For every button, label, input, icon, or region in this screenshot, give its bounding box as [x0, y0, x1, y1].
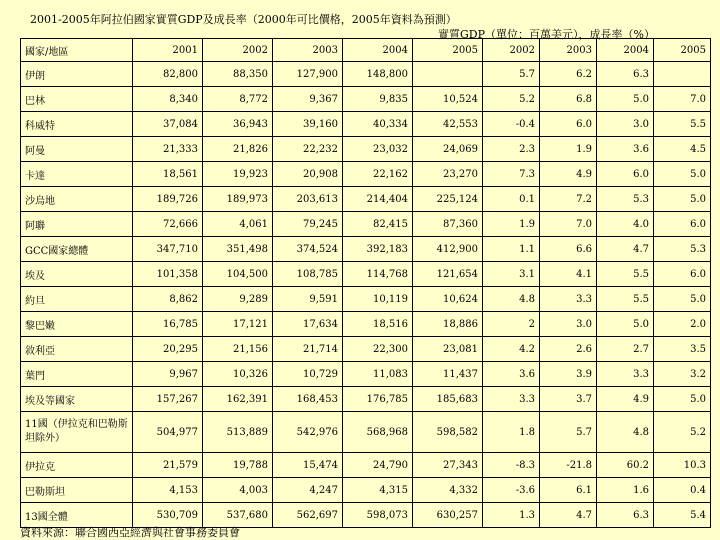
value-cell: 3.3: [540, 287, 597, 312]
table-row: [21, 412, 711, 453]
value-cell: 162,391: [203, 387, 273, 412]
value-cell: 1.8: [483, 412, 540, 453]
value-cell: 9,835: [343, 87, 413, 112]
value-cell: 225,124: [413, 187, 483, 212]
value-cell: 5.4: [654, 503, 711, 528]
value-cell: 22,232: [273, 137, 343, 162]
header-cell: 2001: [133, 39, 203, 62]
country-name-cell: 埃及: [21, 262, 133, 287]
value-cell: 4,153: [133, 478, 203, 503]
table-row: [21, 262, 711, 287]
country-name-cell: 巴林: [21, 87, 133, 112]
country-name-cell: 葉門: [21, 362, 133, 387]
value-cell: 4.5: [654, 137, 711, 162]
value-cell: 20,295: [133, 337, 203, 362]
value-cell: 37,084: [133, 112, 203, 137]
table-row: [21, 212, 711, 237]
value-cell: 5.2: [654, 412, 711, 453]
value-cell: 189,726: [133, 187, 203, 212]
value-cell: 6.0: [654, 212, 711, 237]
value-cell: 1.9: [483, 212, 540, 237]
value-cell: 347,710: [133, 237, 203, 262]
value-cell: 157,267: [133, 387, 203, 412]
country-name-cell: GCC國家總體: [21, 237, 133, 262]
value-cell: 412,900: [413, 237, 483, 262]
table-row: [21, 112, 711, 137]
value-cell: 22,162: [343, 162, 413, 187]
value-cell: 168,453: [273, 387, 343, 412]
value-cell: 20,908: [273, 162, 343, 187]
value-cell: 5.0: [654, 387, 711, 412]
value-cell: 4,247: [273, 478, 343, 503]
value-cell: 23,032: [343, 137, 413, 162]
table-row: [21, 87, 711, 112]
header-cell: 2005: [654, 39, 711, 62]
value-cell: 2.6: [540, 337, 597, 362]
table-row: [21, 362, 711, 387]
value-cell: 10,326: [203, 362, 273, 387]
value-cell: 0.1: [483, 187, 540, 212]
value-cell: 88,350: [203, 62, 273, 87]
value-cell: 8,340: [133, 87, 203, 112]
value-cell: -0.4: [483, 112, 540, 137]
value-cell: 24,790: [343, 453, 413, 478]
value-cell: 21,156: [203, 337, 273, 362]
table-row: [21, 337, 711, 362]
value-cell: 5.3: [654, 237, 711, 262]
country-name-cell: 埃及等國家: [21, 387, 133, 412]
value-cell: 3.3: [483, 387, 540, 412]
table-row: [21, 287, 711, 312]
table-row: [21, 62, 711, 87]
value-cell: 214,404: [343, 187, 413, 212]
value-cell: 4,003: [203, 478, 273, 503]
value-cell: 1.1: [483, 237, 540, 262]
value-cell: 598,073: [343, 503, 413, 528]
value-cell: -21.8: [540, 453, 597, 478]
header-cell: 2002: [483, 39, 540, 62]
value-cell: 530,709: [133, 503, 203, 528]
value-cell: 121,654: [413, 262, 483, 287]
value-cell: 18,561: [133, 162, 203, 187]
value-cell: 19,788: [203, 453, 273, 478]
value-cell: 5.7: [540, 412, 597, 453]
value-cell: 127,900: [273, 62, 343, 87]
value-cell: 82,800: [133, 62, 203, 87]
header-cell: 國家/地區: [21, 39, 133, 62]
value-cell: 10,729: [273, 362, 343, 387]
value-cell: 21,826: [203, 137, 273, 162]
value-cell: 5.3: [597, 187, 654, 212]
value-cell: 5.0: [597, 87, 654, 112]
value-cell: 3.0: [540, 312, 597, 337]
value-cell: 23,270: [413, 162, 483, 187]
table-row: [21, 237, 711, 262]
value-cell: 5.2: [483, 87, 540, 112]
value-cell: 203,613: [273, 187, 343, 212]
value-cell: 1.6: [597, 478, 654, 503]
value-cell: 87,360: [413, 212, 483, 237]
value-cell: 4,315: [343, 478, 413, 503]
value-cell: 4.8: [597, 412, 654, 453]
table-header-row: [21, 39, 711, 62]
value-cell: 4.1: [540, 262, 597, 287]
table-row: [21, 187, 711, 212]
country-name-cell: 巴勒斯坦: [21, 478, 133, 503]
value-cell: 2.7: [597, 337, 654, 362]
value-cell: 562,697: [273, 503, 343, 528]
value-cell: 42,553: [413, 112, 483, 137]
value-cell: 3.6: [483, 362, 540, 387]
value-cell: 4,061: [203, 212, 273, 237]
unit-note: 實質GDP（單位：百萬美元），成長率（%）: [438, 28, 655, 41]
value-cell: 101,358: [133, 262, 203, 287]
value-cell: 3.5: [654, 337, 711, 362]
value-cell: 18,516: [343, 312, 413, 337]
value-cell: 392,183: [343, 237, 413, 262]
value-cell: 6.2: [540, 62, 597, 87]
value-cell: 114,768: [343, 262, 413, 287]
value-cell: 630,257: [413, 503, 483, 528]
country-name-cell: 阿聯: [21, 212, 133, 237]
value-cell: 9,289: [203, 287, 273, 312]
value-cell: 17,634: [273, 312, 343, 337]
table-row: [21, 162, 711, 187]
value-cell: 22,300: [343, 337, 413, 362]
value-cell: 568,968: [343, 412, 413, 453]
page-title: 2001-2005年阿拉伯國家實質GDP及成長率（2000年可比價格，2005年資料為預測）: [30, 13, 457, 26]
value-cell: 6.0: [540, 112, 597, 137]
table-row: [21, 312, 711, 337]
value-cell: 16,785: [133, 312, 203, 337]
value-cell: 21,579: [133, 453, 203, 478]
value-cell: 4.0: [597, 212, 654, 237]
value-cell: 3.1: [483, 262, 540, 287]
value-cell: 2.3: [483, 137, 540, 162]
value-cell: 6.3: [597, 503, 654, 528]
value-cell: 7.0: [540, 212, 597, 237]
value-cell: 5.0: [654, 287, 711, 312]
value-cell: 176,785: [343, 387, 413, 412]
value-cell: 1.3: [483, 503, 540, 528]
value-cell: 5.0: [654, 187, 711, 212]
value-cell: 4.2: [483, 337, 540, 362]
value-cell: 5.7: [483, 62, 540, 87]
value-cell: 3.2: [654, 362, 711, 387]
value-cell: 351,498: [203, 237, 273, 262]
source-note: 資料來源：聯合國西亞經濟與社會事務委員會: [20, 526, 240, 539]
country-name-cell: 科威特: [21, 112, 133, 137]
value-cell: 8,772: [203, 87, 273, 112]
value-cell: 2: [483, 312, 540, 337]
value-cell: 36,943: [203, 112, 273, 137]
value-cell: 21,333: [133, 137, 203, 162]
value-cell: 6.0: [597, 162, 654, 187]
value-cell: 72,666: [133, 212, 203, 237]
value-cell: 6.6: [540, 237, 597, 262]
country-name-cell: 卡達: [21, 162, 133, 187]
value-cell: 10,119: [343, 287, 413, 312]
value-cell: 513,889: [203, 412, 273, 453]
value-cell: 6.3: [597, 62, 654, 87]
value-cell: 1.9: [540, 137, 597, 162]
value-cell: 374,524: [273, 237, 343, 262]
value-cell: [654, 62, 711, 87]
value-cell: 6.0: [654, 262, 711, 287]
value-cell: 82,415: [343, 212, 413, 237]
value-cell: 4.9: [540, 162, 597, 187]
value-cell: 60.2: [597, 453, 654, 478]
value-cell: 17,121: [203, 312, 273, 337]
value-cell: 189,973: [203, 187, 273, 212]
value-cell: 10.3: [654, 453, 711, 478]
header-cell: 2005: [413, 39, 483, 62]
value-cell: 0.4: [654, 478, 711, 503]
value-cell: 79,245: [273, 212, 343, 237]
value-cell: 7.2: [540, 187, 597, 212]
country-name-cell: 11國（伊拉克和巴勒斯坦除外）: [21, 412, 133, 453]
header-cell: 2004: [597, 39, 654, 62]
value-cell: 9,591: [273, 287, 343, 312]
value-cell: 4.9: [597, 387, 654, 412]
country-name-cell: 敘利亞: [21, 337, 133, 362]
value-cell: 104,500: [203, 262, 273, 287]
value-cell: 9,967: [133, 362, 203, 387]
value-cell: 15,474: [273, 453, 343, 478]
value-cell: 8,862: [133, 287, 203, 312]
value-cell: 185,683: [413, 387, 483, 412]
value-cell: 542,976: [273, 412, 343, 453]
header-cell: 2002: [203, 39, 273, 62]
value-cell: 5.0: [597, 312, 654, 337]
value-cell: -3.6: [483, 478, 540, 503]
value-cell: 19,923: [203, 162, 273, 187]
table-body: [21, 62, 711, 528]
value-cell: 5.5: [597, 262, 654, 287]
value-cell: -8.3: [483, 453, 540, 478]
value-cell: 3.0: [597, 112, 654, 137]
value-cell: [413, 62, 483, 87]
value-cell: 11,083: [343, 362, 413, 387]
country-name-cell: 沙烏地: [21, 187, 133, 212]
country-name-cell: 伊拉克: [21, 453, 133, 478]
value-cell: 23,081: [413, 337, 483, 362]
value-cell: 5.5: [654, 112, 711, 137]
value-cell: 9,367: [273, 87, 343, 112]
value-cell: 3.3: [597, 362, 654, 387]
value-cell: 108,785: [273, 262, 343, 287]
table-row: [21, 387, 711, 412]
value-cell: 4,332: [413, 478, 483, 503]
value-cell: 6.8: [540, 87, 597, 112]
value-cell: 39,160: [273, 112, 343, 137]
value-cell: 3.6: [597, 137, 654, 162]
value-cell: 598,582: [413, 412, 483, 453]
value-cell: 4.8: [483, 287, 540, 312]
value-cell: 5.0: [654, 162, 711, 187]
value-cell: 11,437: [413, 362, 483, 387]
value-cell: 10,524: [413, 87, 483, 112]
value-cell: 40,334: [343, 112, 413, 137]
value-cell: 148,800: [343, 62, 413, 87]
value-cell: 537,680: [203, 503, 273, 528]
value-cell: 27,343: [413, 453, 483, 478]
table-row: [21, 137, 711, 162]
country-name-cell: 13國全體: [21, 503, 133, 528]
value-cell: 24,069: [413, 137, 483, 162]
value-cell: 2.0: [654, 312, 711, 337]
value-cell: 21,714: [273, 337, 343, 362]
value-cell: 5.5: [597, 287, 654, 312]
header-cell: 2004: [343, 39, 413, 62]
value-cell: 7.0: [654, 87, 711, 112]
value-cell: 504,977: [133, 412, 203, 453]
value-cell: 4.7: [540, 503, 597, 528]
country-name-cell: 阿曼: [21, 137, 133, 162]
header-cell: 2003: [273, 39, 343, 62]
table-row: [21, 453, 711, 478]
value-cell: 7.3: [483, 162, 540, 187]
value-cell: 3.9: [540, 362, 597, 387]
gdp-table: [20, 38, 711, 528]
value-cell: 10,624: [413, 287, 483, 312]
value-cell: 18,886: [413, 312, 483, 337]
country-name-cell: 伊朗: [21, 62, 133, 87]
table-row: [21, 478, 711, 503]
value-cell: 6.1: [540, 478, 597, 503]
country-name-cell: 黎巴嫩: [21, 312, 133, 337]
value-cell: 3.7: [540, 387, 597, 412]
value-cell: 4.7: [597, 237, 654, 262]
country-name-cell: 約旦: [21, 287, 133, 312]
header-cell: 2003: [540, 39, 597, 62]
